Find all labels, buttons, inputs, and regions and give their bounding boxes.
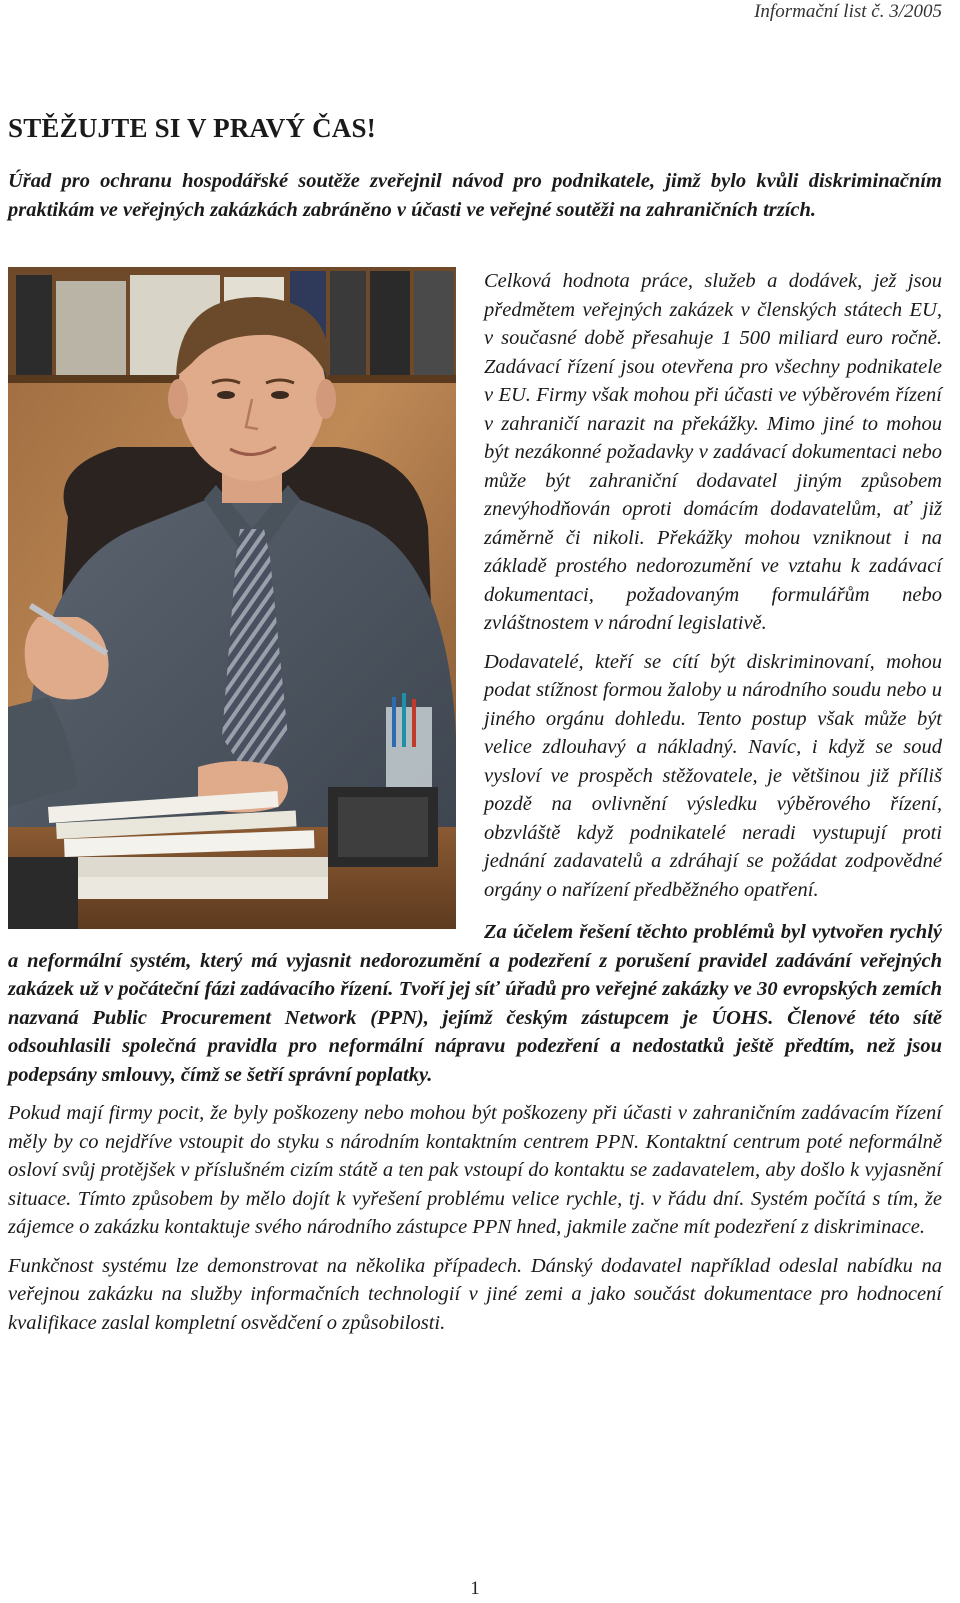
running-header: Informační list č. 3/2005 bbox=[754, 1, 942, 22]
document-page bbox=[8, 0, 942, 1603]
page-number: 1 bbox=[470, 1578, 480, 1599]
article-lead: Úřad pro ochranu hospodářské soutěže zveřejnil návod pro podnikatele, jimž bylo kvůli diskriminačním praktikám ve veřejných zakázkách zabráněno v účasti ve veřejné soutěži na zahraničních trzích. bbox=[8, 170, 942, 221]
paragraph-3: Za účelem řešení těchto problémů byl vytvořen rychlý a neformální systém, který má vyjasnit nedorozumění a podezření z porušení pravidel zadávání veřejných zakázek už v počáteční fázi zadávacího řízení. Tvoří jej síť úřadů pro veřejné zakázky ve 30 evropských zemích nazvaná Public Procurement Network (PPN), jejímž českým zástupcem je ÚOHS. Členové této sítě odsouhlasili společná pravidla pro neformální nápravu podezření a nedostatků ještě předtím, než jsou podepsány smlouvy, čímž se šetří správní poplatky. bbox=[8, 921, 942, 1086]
paragraph-2: Dodavatelé, kteří se cítí být diskriminovaní, mohou podat stížnost formou žaloby u národního soudu nebo u jiného orgánu dohledu. Tento postup však může být velice zdlouhavý a nákladný. Navíc, i když se soud vysloví ve prospěch stěžovatele, je většinou již příliš pozdě na ovlivnění výsledku výběrového řízení, obzvláště když podnikatelé neradi vystupují proti jednání zadavatelů a zdráhají se požádat zodpovědné orgány o nařízení předběžného opatření. bbox=[484, 650, 942, 901]
article-body bbox=[8, 267, 942, 1347]
portrait-photo bbox=[8, 267, 456, 929]
article-title: STĚŽUJTE SI V PRAVÝ ČAS! bbox=[8, 113, 376, 143]
paragraph-5: Funkčnost systému lze demonstrovat na několika případech. Dánský dodavatel například odeslal nabídku na veřejnou zakázku na služby informačních technologií v jiné zemi a jako součást dokumentace pro hodnocení kvalifikace zaslal kompletní osvědčení o způsobilosti. bbox=[8, 1254, 942, 1334]
paragraph-4: Pokud mají firmy pocit, že byly poškozeny nebo mohou být poškozeny při účasti v zahraničním zadávacím řízení měly by co nejdříve vstoupit do styku s národním kontaktním centrem PPN. Kontaktní centrum poté neformálně osloví svůj protějšek v příslušném cizím státě a ten pak vstoupí do kontaktu se zadavatelem, aby došlo k vyjasnění situace. Tímto způsobem by mělo dojít k vyřešení problému velice rychle, tj. v řádu dní. Systém počítá s tím, že zájemce o zakázku kontaktuje svého národního zástupce PPN hned, jakmile začne mít podezření z diskriminace. bbox=[8, 1102, 942, 1238]
paragraph-1: Celková hodnota práce, služeb a dodávek, jež jsou předmětem veřejných zakázek v členských státech EU, v současné době přesahuje 1 500 miliard euro ročně. Zadávací řízení jsou otevřena pro všechny podnikatele v EU. Firmy však mohou při účasti ve výběrovém řízení v zahraničí narazit na překážky. Mimo jiné to mohou být nezákonné požadavky v zadávací dokumentaci nebo může být zahraniční dodavatel jiným způsobem znevýhodňován oproti domácím dodavatelům, ať již záměrně či nikoli. Překážky mohou vzniknout i na základě prostého nedorozumění ve vztahu k zadávací dokumentaci, požadovaným formulářům nebo zvláštnostem v národní legislativě. bbox=[484, 270, 942, 634]
